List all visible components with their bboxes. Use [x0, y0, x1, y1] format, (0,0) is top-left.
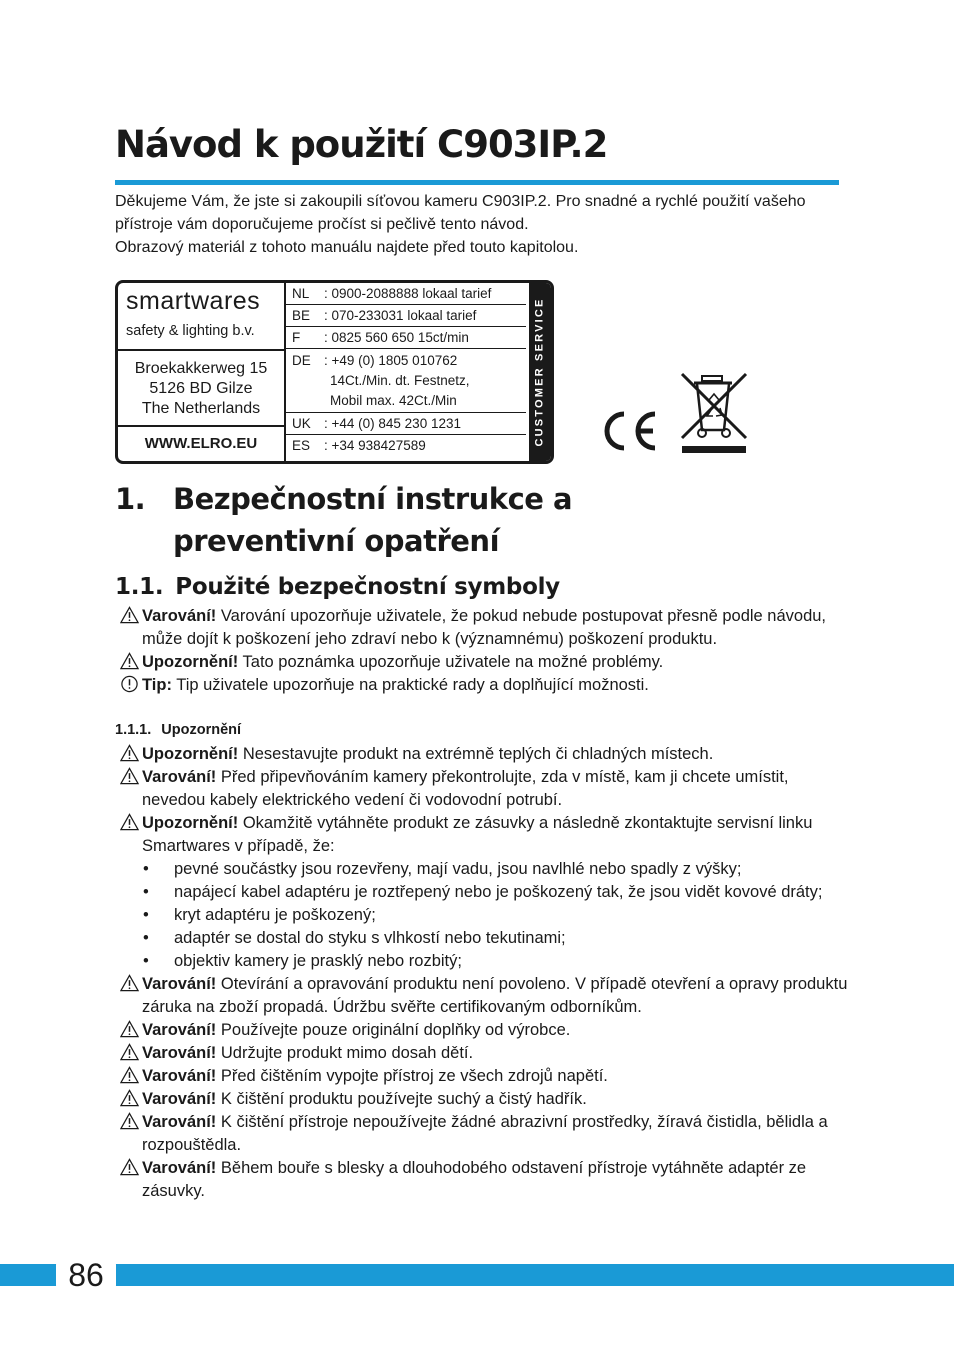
symbol-label: Varování!: [142, 607, 217, 625]
warning-text: K čištění přístroje nepoužívejte žádné abrazivní prostředky, žíravá čistidla, bělidla a rozpouštědla.: [142, 1113, 828, 1154]
warning-item: [115, 1042, 851, 1065]
symbol-text: Varování upozorňuje uživatele, že pokud nebude postupovat přesně podle návodu, může dojít k poškození jeho zdraví nebo k (významnému) poškození produktu.: [142, 607, 827, 648]
warning-label: Varování!: [142, 1090, 217, 1108]
warning-triangle-icon: [120, 767, 139, 785]
phone-info: 14Ct./Min. dt. Festnetz,: [330, 373, 470, 388]
symbol-text: Tip uživatele upozorňuje na praktické rady a doplňující možnosti.: [171, 676, 649, 694]
subsection-title: Použité bezpečnostní symboly: [175, 574, 560, 600]
warning-text: Okamžitě vytáhněte produkt ze zásuvky a následně zkontaktujte servisní linku Smartwares v případě, že:: [142, 814, 813, 855]
bullet-text: objektiv kamery je prasklý nebo rozbitý;: [174, 952, 462, 970]
page-title: Návod k použití C903IP.2: [115, 123, 608, 166]
bullet-item: [115, 858, 851, 881]
phone-info: : +34 938427589: [324, 438, 426, 453]
bullet-item: [115, 927, 851, 950]
warning-item: [115, 1019, 851, 1042]
warning-text: Používejte pouze originální doplňky od výrobce.: [216, 1021, 571, 1039]
warning-item: [115, 766, 851, 812]
warning-text: Udržujte produkt mimo dosah dětí.: [216, 1044, 474, 1062]
symbol-item: [115, 651, 851, 674]
warning-triangle-icon: [120, 1020, 139, 1038]
warning-triangle-icon: [120, 974, 139, 992]
bullet-marker: •: [143, 929, 149, 947]
warning-triangle-icon: [120, 744, 139, 762]
phone-info: : +49 (0) 1805 010762: [324, 353, 458, 368]
bullet-marker: •: [143, 860, 149, 878]
warning-item: [115, 743, 851, 766]
bullet-text: pevné součástky jsou rozevřeny, mají vadu, jsou navlhlé nebo spadly z výšky;: [174, 860, 742, 878]
symbol-item: [115, 605, 851, 651]
ce-mark-icon: [600, 410, 658, 452]
country-code: ES: [292, 438, 311, 453]
address-line: 5126 BD Gilze: [149, 380, 253, 397]
warning-item: [115, 973, 851, 1019]
phone-row: [286, 413, 526, 435]
warning-label: Varování!: [142, 1159, 217, 1177]
warning-triangle-icon: [120, 1043, 139, 1061]
country-code: DE: [292, 353, 311, 368]
customer-service-band: [529, 283, 551, 461]
customer-service-label: [115, 280, 554, 464]
warning-label: Upozornění!: [142, 745, 239, 763]
company-address: [118, 359, 284, 419]
bullet-item: [115, 904, 851, 927]
phone-info: : 0825 560 650 15ct/min: [324, 330, 469, 345]
subsubsection-number: 1.1.1.: [115, 722, 152, 738]
section-number: 1.: [115, 482, 146, 516]
section-title-line: Bezpečnostní instrukce a: [173, 482, 573, 516]
intro-paragraph: Obrazový materiál z tohoto manuálu najdete před touto kapitolou.: [115, 239, 579, 256]
warning-item: [115, 1157, 851, 1203]
warning-label: Varování!: [142, 768, 217, 786]
symbol-label: Tip:: [142, 676, 172, 694]
symbol-text: Tato poznámka upozorňuje uživatele na možné problémy.: [238, 653, 664, 671]
warning-triangle-icon: [120, 1066, 139, 1084]
phone-row: [286, 349, 526, 413]
phone-info: : 070-233031 lokaal tarief: [324, 308, 477, 323]
warning-triangle-icon: [120, 1158, 139, 1176]
brand-subtitle: safety & lighting b.v.: [126, 323, 255, 339]
title-underline: [115, 180, 839, 185]
country-code: UK: [292, 416, 311, 431]
symbol-label: Upozornění!: [142, 653, 239, 671]
subsubsection-heading: [115, 722, 241, 738]
page-number: 86: [56, 1257, 116, 1293]
company-panel: [118, 283, 286, 461]
symbols-list: [115, 605, 851, 697]
intro-text: [115, 190, 845, 259]
warning-label: Varování!: [142, 1044, 217, 1062]
footer-bar: [0, 1264, 954, 1286]
warning-triangle-icon: [120, 606, 139, 624]
phone-table: [286, 283, 526, 461]
warning-triangle-icon: [120, 652, 139, 670]
section-title: [173, 478, 572, 562]
divider: [118, 425, 284, 427]
bullet-text: adaptér se dostal do styku s vlhkostí nebo tekutinami;: [174, 929, 566, 947]
tip-circle-icon: [120, 675, 139, 693]
phone-info: : +44 (0) 845 230 1231: [324, 416, 461, 431]
bullet-marker: •: [143, 906, 149, 924]
warning-text: K čištění produktu používejte suchý a čistý hadřík.: [216, 1090, 587, 1108]
bullet-marker: •: [143, 952, 149, 970]
country-code: F: [292, 330, 301, 345]
bullet-text: napájecí kabel adaptéru je roztřepený nebo je poškozený tak, že jsou vidět kovové dráty;: [174, 883, 823, 901]
warning-text: Během bouře s blesky a dlouhodobého odstavení přístroje vytáhněte adaptér ze zásuvky.: [142, 1159, 807, 1200]
phone-row: [286, 305, 526, 327]
warning-triangle-icon: [120, 1112, 139, 1130]
warning-label: Varování!: [142, 1021, 217, 1039]
intro-paragraph: Děkujeme Vám, že jste si zakoupili síťovou kameru C903IP.2. Pro snadné a rychlé použití vašeho přístroje vám doporučujeme pročíst si pečlivě tento návod.: [115, 193, 806, 233]
phone-row: [286, 283, 526, 305]
subsection-number: 1.1.: [115, 574, 164, 600]
bullet-item: [115, 950, 851, 973]
warning-item: [115, 1088, 851, 1111]
warning-triangle-icon: [120, 1089, 139, 1107]
warning-label: Varování!: [142, 975, 217, 993]
phone-row: [286, 435, 526, 457]
divider: [118, 349, 284, 351]
bullet-text: kryt adaptéru je poškozený;: [174, 906, 376, 924]
address-line: Broekakkerweg 15: [134, 360, 268, 377]
country-code: NL: [292, 286, 310, 301]
subsubsection-title: Upozornění: [161, 722, 242, 738]
phone-info: Mobil max. 42Ct./Min: [330, 393, 457, 408]
warning-item: [115, 1111, 851, 1157]
country-code: BE: [292, 308, 311, 323]
warning-item: [115, 1065, 851, 1088]
phone-info: : 0900-2088888 lokaal tarief: [324, 286, 492, 301]
customer-service-text: CUSTOMER SERVICE: [534, 297, 547, 447]
warning-label: Varování!: [142, 1067, 217, 1085]
warning-text: Nesestavujte produkt na extrémně teplých či chladných místech.: [238, 745, 714, 763]
bullet-marker: •: [143, 883, 149, 901]
bullet-item: [115, 881, 851, 904]
symbol-item: [115, 674, 851, 697]
warning-text: Před připevňováním kamery překontrolujte, zda v místě, kam ji chcete umístit, nevedou kabely elektrického vedení či vodovodní potrubí.: [142, 768, 789, 809]
address-line: The Netherlands: [141, 400, 261, 417]
warning-item: [115, 812, 851, 858]
warning-label: Upozornění!: [142, 814, 239, 832]
weee-crossed-bin-icon: [678, 370, 750, 454]
brand-logo: smartwares: [126, 287, 261, 315]
warning-text: Před čištěním vypojte přístroj ze všech zdrojů napětí.: [216, 1067, 608, 1085]
subsection-heading: [115, 574, 560, 600]
warnings-list: [115, 743, 851, 1203]
section-title-line: preventivní opatření: [173, 524, 500, 558]
warning-text: Otevírání a opravování produktu není povoleno. V případě otevření a opravy produktu záruka na zboží propadá. Údržbu svěřte certifikovaným odborníkům.: [142, 975, 848, 1016]
warning-label: Varování!: [142, 1113, 217, 1131]
website: WWW.ELRO.EU: [144, 435, 258, 452]
phone-row: [286, 327, 526, 349]
warning-triangle-icon: [120, 813, 139, 831]
